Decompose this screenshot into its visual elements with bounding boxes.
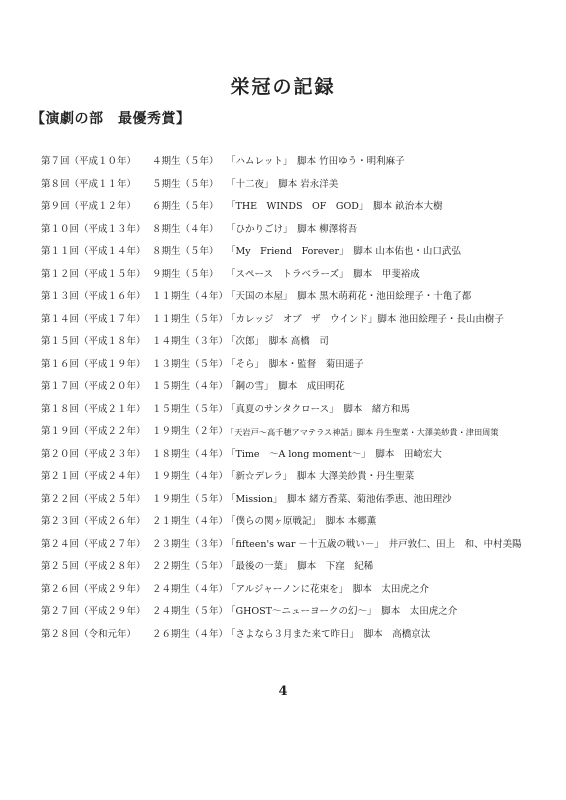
award-work: 「アルジャーノンに花束を」 脚本 太田虎之介	[226, 583, 429, 595]
award-session: 第２４回（平成２７年）	[41, 538, 146, 550]
award-session: 第２７回（平成２９年）	[41, 606, 146, 617]
award-session: 第２５回（平成２８年）	[41, 561, 146, 572]
page-number: 4	[278, 684, 288, 699]
award-row	[0, 241, 566, 264]
award-work: 「天岩戸〜高千穂アマテラス神話」脚本 丹生聖菜・大澤美紗貴・津田周策	[226, 427, 499, 437]
award-session: 第１１回（平成１４年）	[41, 246, 146, 257]
award-cohort: ５期生（５年）	[152, 178, 219, 190]
award-cohort: １９期生（２年）	[152, 426, 229, 437]
award-row	[0, 601, 566, 624]
award-cohort: ８期生（５年）	[152, 246, 219, 257]
award-work: 「真夏のサンタクロース」 脚本 緒方和馬	[226, 403, 410, 415]
award-cohort: ６期生（５年）	[152, 201, 219, 212]
award-session: 第１４回（平成１７年）	[41, 313, 146, 325]
award-row	[0, 376, 566, 399]
award-cohort: １１期生（４年）	[152, 291, 229, 302]
award-row	[0, 309, 566, 332]
award-work: 「Mission」 脚本 緒方香菜、菊池佑季恵、池田理沙	[226, 493, 452, 505]
award-cohort: ２１期生（４年）	[152, 516, 229, 527]
award-row	[0, 219, 566, 242]
award-work: 「ハムレット」 脚本 竹田ゆう・明利麻子	[226, 156, 405, 167]
award-row	[0, 286, 566, 309]
award-row	[0, 399, 566, 422]
award-cohort: ２２期生（５年）	[152, 561, 229, 572]
award-work: 「さよなら３月また来て昨日」 脚本 高橋京汰	[226, 628, 431, 640]
page-title: 栄冠の記録	[230, 75, 336, 98]
award-work: 「ひかりごけ」 脚本 柳澤将吾	[226, 223, 358, 235]
award-row	[0, 466, 566, 489]
award-row	[0, 331, 566, 354]
award-work: 「十二夜」 脚本 岩永洋美	[226, 178, 339, 190]
award-row	[0, 534, 566, 557]
award-work: 「僕らの関ヶ原戦記」 脚本 本郷薫	[226, 516, 377, 527]
award-row	[0, 489, 566, 512]
award-cohort: ２４期生（４年）	[152, 583, 229, 595]
award-work: 「GHOST〜ニューヨークの幻〜」 脚本 太田虎之介	[226, 606, 458, 617]
award-session: 第１９回（平成２２年）	[41, 426, 146, 437]
award-work: 「そら」 脚本・監督 菊田遥子	[226, 358, 364, 370]
award-row	[0, 624, 566, 647]
award-session: 第１２回（平成１５年）	[41, 268, 146, 280]
award-work: 「fifteen's war －十五歳の戦い－」 井戸敦仁、田上 和、中村美陽	[226, 538, 522, 550]
award-list	[0, 151, 566, 646]
award-cohort: ４期生（５年）	[152, 156, 219, 167]
award-session: 第１７回（平成２０年）	[41, 381, 146, 392]
award-work: 「カレッジ オブ ザ ウインド」脚本 池田絵理子・長山由樹子	[226, 313, 504, 325]
award-row	[0, 174, 566, 197]
award-cohort: ２６期生（４年）	[152, 628, 229, 640]
award-cohort: ２４期生（５年）	[152, 606, 229, 617]
award-work: 「最後の一葉」 脚本 下窪 紀稀	[226, 561, 374, 572]
award-cohort: １５期生（４年）	[152, 381, 229, 392]
award-row	[0, 196, 566, 219]
award-session: 第２３回（平成２６年）	[41, 516, 146, 527]
award-row	[0, 421, 566, 444]
award-work: 「My Friend Forever」 脚本 山本佑也・山口武弘	[226, 246, 461, 257]
award-session: 第２０回（平成２３年）	[41, 448, 146, 460]
award-cohort: １４期生（３年）	[152, 336, 229, 347]
award-work: 「新☆デレラ」 脚本 大澤美紗貴・丹生聖菜	[226, 471, 415, 482]
award-session: 第２２回（平成２５年）	[41, 493, 146, 505]
section-heading: 【演劇の部 最優秀賞】	[31, 111, 191, 127]
award-row	[0, 264, 566, 287]
award-row	[0, 511, 566, 534]
award-row	[0, 444, 566, 467]
award-cohort: １１期生（５年）	[152, 313, 229, 325]
award-row	[0, 579, 566, 602]
award-work: 「スペース トラベラーズ」 脚本 甲斐裕成	[226, 268, 420, 280]
award-session: 第９回（平成１２年）	[41, 201, 137, 212]
award-session: 第１０回（平成１３年）	[41, 223, 146, 235]
award-cohort: １８期生（４年）	[152, 448, 229, 460]
award-session: 第１５回（平成１８年）	[41, 336, 146, 347]
award-session: 第２８回（令和元年）	[41, 628, 137, 640]
award-session: 第２１回（平成２４年）	[41, 471, 146, 482]
award-row	[0, 354, 566, 377]
award-session: 第１６回（平成１９年）	[41, 358, 146, 370]
award-cohort: １９期生（４年）	[152, 471, 229, 482]
award-session: 第８回（平成１１年）	[41, 178, 137, 190]
award-session: 第２６回（平成２９年）	[41, 583, 146, 595]
award-cohort: ２３期生（３年）	[152, 538, 229, 550]
award-work: 「THE WINDS OF GOD」 脚本 畝治本大樹	[226, 201, 443, 212]
award-cohort: １５期生（５年）	[152, 403, 229, 415]
award-work: 「Time 〜A long moment〜」 脚本 田崎宏大	[226, 448, 442, 460]
award-cohort: ８期生（４年）	[152, 223, 219, 235]
award-cohort: １９期生（５年）	[152, 493, 229, 505]
award-session: 第１８回（平成２１年）	[41, 403, 146, 415]
award-work: 「鋼の雪」 脚本 成田明花	[226, 381, 345, 392]
award-row	[0, 556, 566, 579]
award-cohort: ９期生（５年）	[152, 268, 219, 280]
award-cohort: １３期生（５年）	[152, 358, 229, 370]
award-session: 第７回（平成１０年）	[41, 156, 137, 167]
award-work: 「次郎」 脚本 高橋 司	[226, 336, 329, 347]
award-row	[0, 151, 566, 174]
award-work: 「天国の本屋」 脚本 黒木萌莉花・池田絵理子・十亀了都	[226, 291, 472, 302]
award-session: 第１３回（平成１６年）	[41, 291, 146, 302]
